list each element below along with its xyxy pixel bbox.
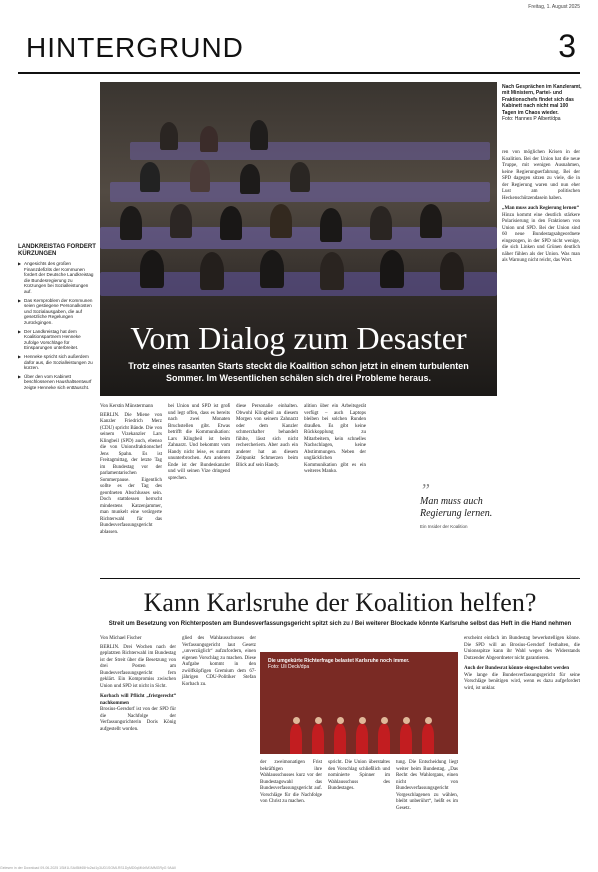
photo-caption <box>502 84 582 122</box>
article-column <box>396 760 458 812</box>
sidebar-item: ▶ Der Landkreistag hat dem Koalitionspartnern Henneke zufolge Vorschläge für Einsparungen unterbreitet. <box>18 329 96 351</box>
article-column <box>304 404 366 476</box>
section-header <box>18 30 580 70</box>
subheading: „Man muss auch Regierung lernen“ <box>502 206 579 211</box>
author-byline: Von Kerstin Münstermann <box>100 404 153 409</box>
column-text: alition über ein Arbeitsgerät verfügt – auch Laptops bleiben bei solchen Runden draußen. Es gibt keine Rückkopplung zu Mitarbeitern, kein schnelles Nachschlagen, keine Abstimmungen. Neben der ungläcklichen Kommunikation gibt es ein weiteres Manko. <box>304 404 366 474</box>
header-rule <box>18 72 580 74</box>
column-text: spricht. Die Union überstaltes den Vorschlag schließlich und nominierte Spinner im Wahlausschuss des Bundestages. <box>328 760 390 791</box>
caption-text: Nach Gesprächen im Kanzleramt, mit Ministern, Partei- und Fraktionschefs findet sich das Kabinett nach nicht mal 100 Tagen im Chaos wieder. <box>502 84 582 116</box>
article-divider <box>100 578 580 579</box>
column-text: ren von möglichen Krisen in der Koalition. Bei der Union hat die neue Truppe, mit wenigen Ausnahmen, keine Regierungserfahrung. Bei der SPD dagegen sitzen zu viele, die in der Regierung waren und nun eher Lust am politischen Heckenschützendasein haben. <box>502 150 580 201</box>
sidebar-box <box>18 244 96 393</box>
quote-text: Man muss auch Regierung lernen. <box>420 496 493 519</box>
column-text: Brosius-Gersdorf ist von der SPD für die Nachfolge der Verfassungsrichterin Doris König aufgestellt worden. <box>100 707 176 732</box>
column-text: diese Personalie einhalten. Obwohl Klingbeil an diesem Morgen von seinem Zahnarzt oder dem Kanzler schmerzhafter behandelt fühlte, lässt sich nicht rechercheriern. Aber auch ein anderer hat an diesem Zeitpunkt Schmerzen beim Blick auf sein Handy. <box>236 404 298 468</box>
column-text: der zweimonatigen Frist bekräftigen ihre Wahlausschusses kurz vor der Bundestagswahl das Bundesverfassungsgericht auf. Vorschläge für die Nachfolge von Christ zu machen. <box>260 760 322 804</box>
article-headline: Vom Dialog zum Desaster <box>130 320 467 356</box>
sidebar-item: ▶ Angesichts des großen Finanzdefizits der Kommunen fordert der Deutsche Landkreistag die Bundesregierung zu Kürzungen bei Sozialleistungen auf. <box>18 261 96 295</box>
sidebar-heading: LANDKREISTAG FORDERT KÜRZUNGEN <box>18 244 96 257</box>
footer-text: Gelesen in der Download 09-06-2025 1SM1LS4d5M65Ho2sd1y3UD1SGMLRS1DyMD0qMl4rIM1MMGRyG 9AAll <box>0 866 176 870</box>
author-byline: Von Michael Fischer <box>100 636 142 641</box>
article-column <box>328 760 390 793</box>
subheading: Auch der Bundesrat könnte eingeschaltet werden <box>464 666 570 671</box>
column-text: glied des Wahlausschusses der Verfassungsgericht laut Gesetz „unverzüglich“ aufzufordern, einen eigenen Vorschlag zu machen. Diese Aufgabe kommt in den zwölfköpfigen Gremium dem 67-jährigen CDU-Politiker Stefan Korbach zu. <box>182 636 256 687</box>
article2-headline: Kann Karlsruhe der Koalition helfen? <box>143 588 537 617</box>
column-text: BERLIN. Die Miene von Kanzler Friedrich Merz (CDU) spricht Bände. Die von seinem Vizekanzler Lars Klingbeil (SPD) auch, ebenso die von Unionsfraktionschef Jens Spahn. Es ist Freitagmittag, der letzte Tag im Bundestag vor der parlamentarischen Sommerpause. Eigentlich sollte es der Tag des geordneten Abschlusses sein. Doch stattdessen herrscht mindestens Katzenjammer, man munkelt eine verärgerte Richterwahl für das Bundesverfassungsgericht ablassen. <box>100 412 162 535</box>
column-text: Hinzu kommt eine deutlich stärkere Polarisierung in den Fraktionen von Union und SPD. Bei der Union sind 60 neue Bundestagsabgeordnete eingezogen, in der SPD nicht wenige, die sich Linken und Grünen deutlich näher fühlen als der Union. Was man als Warnung nicht reicht, das Wort. <box>502 212 580 263</box>
sidebar-item: ▶ Das Kernproblem der Kommunen seien gestiegene Personalkosten und Sozialausgaben, die auf gesetzliche Regelungen zurückgingen. <box>18 298 96 326</box>
page-number: 3 <box>558 28 576 64</box>
photo-credit: Foto: Uli Deck/dpa <box>268 664 310 670</box>
column-text: Wie lange die Bundesverfassungsgericht für seine Vorschläge benötigen wird, wenn es dazu aufgefordert wird, ist unklar. <box>464 672 580 691</box>
article-column <box>502 150 580 265</box>
article-column <box>168 404 230 482</box>
column-text: bei Union und SPD ist groß und legt offen, dass es bereits nach zwei Monaten Bruchstellen gibt. Etwas betrifft die Kommunikation: Lars Klingbeil ist beim Zahnarzt. Und bekommt vom Handy nicht leise, es summt ununterbrochen. Am anderen Ende ist der Bundeskanzler und will seinen Vize dringend sprechen. <box>168 404 230 481</box>
article-column <box>100 636 176 733</box>
photo-credit: Foto: Hannes P Albert/dpa <box>502 116 561 123</box>
article-subline: Trotz eines rasanten Starts steckt die Koalition schon jetzt in einem turbulenten Sommer. Im Wesentlichen schälen sich drei Probleme heraus. <box>128 361 469 383</box>
quote-mark-icon: ” <box>420 480 431 500</box>
article-column <box>182 636 256 688</box>
sidebar-item: ▶ Über den vom Kabinett beschlossenen Haushaltsentwurf zeigte Henneke sich enttäuscht. <box>18 374 96 391</box>
caption-text: Die umgekürte Richterfrage belastet Karlsruhe noch immer. <box>268 658 410 664</box>
article-column <box>100 404 162 536</box>
column-text: tung. Die Entscheidung liegt weiter beim Bundestag. „Das Recht des Wahlorgans, einen nicht von Bundesverfassungsgericht Vorgeschlagenen zu wählen, bleibt unberührt“, heißt es im Gesetz. <box>396 760 458 811</box>
pull-quote <box>420 480 496 529</box>
article-column <box>464 636 580 692</box>
sidebar-item: ▶ Henneke spricht sich außerdem dafür aus, die Sozialleistungen zu kürzen. <box>18 354 96 371</box>
photo-caption <box>268 658 409 670</box>
article-column <box>260 760 322 806</box>
subheading: Korbach will Pflicht „fristgerecht“ nachkommen <box>100 694 176 706</box>
article-column <box>236 404 298 469</box>
bundestag-photo <box>100 82 497 396</box>
court-photo <box>260 652 458 754</box>
article2-subline: Streit um Besetzung von Richterposten am Bundesverfassungsgericht spitzt sich zu / Bei weiterer Blockade könnte Karlsruhe selbst das Heft in die Hand nehmen <box>108 621 572 627</box>
section-title: HINTERGRUND <box>26 32 244 63</box>
dateline: Freitag, 1. August 2025 <box>528 4 580 10</box>
column-text: erscheint einfach im Bundestag bewerkstelligen könne. Die SPD will an Brosius-Gersdorf festhalten, die Unionsspitze kann ihr Wahl wegen des Widerstands Dutzender Abgeordneter nicht garantieren. <box>464 636 580 661</box>
column-text: BERLIN. Drei Wochen nach der geplatzten Richterwahl im Bundestag ist der Streit über die Besetzung von drei Posten am Bundesverfassungsgericht fern geklärt. Ein Kompromiss zwischen Union und SPD ist nicht in Sicht. <box>100 644 176 689</box>
quote-source: Ein Insider der Koalition <box>420 524 468 529</box>
